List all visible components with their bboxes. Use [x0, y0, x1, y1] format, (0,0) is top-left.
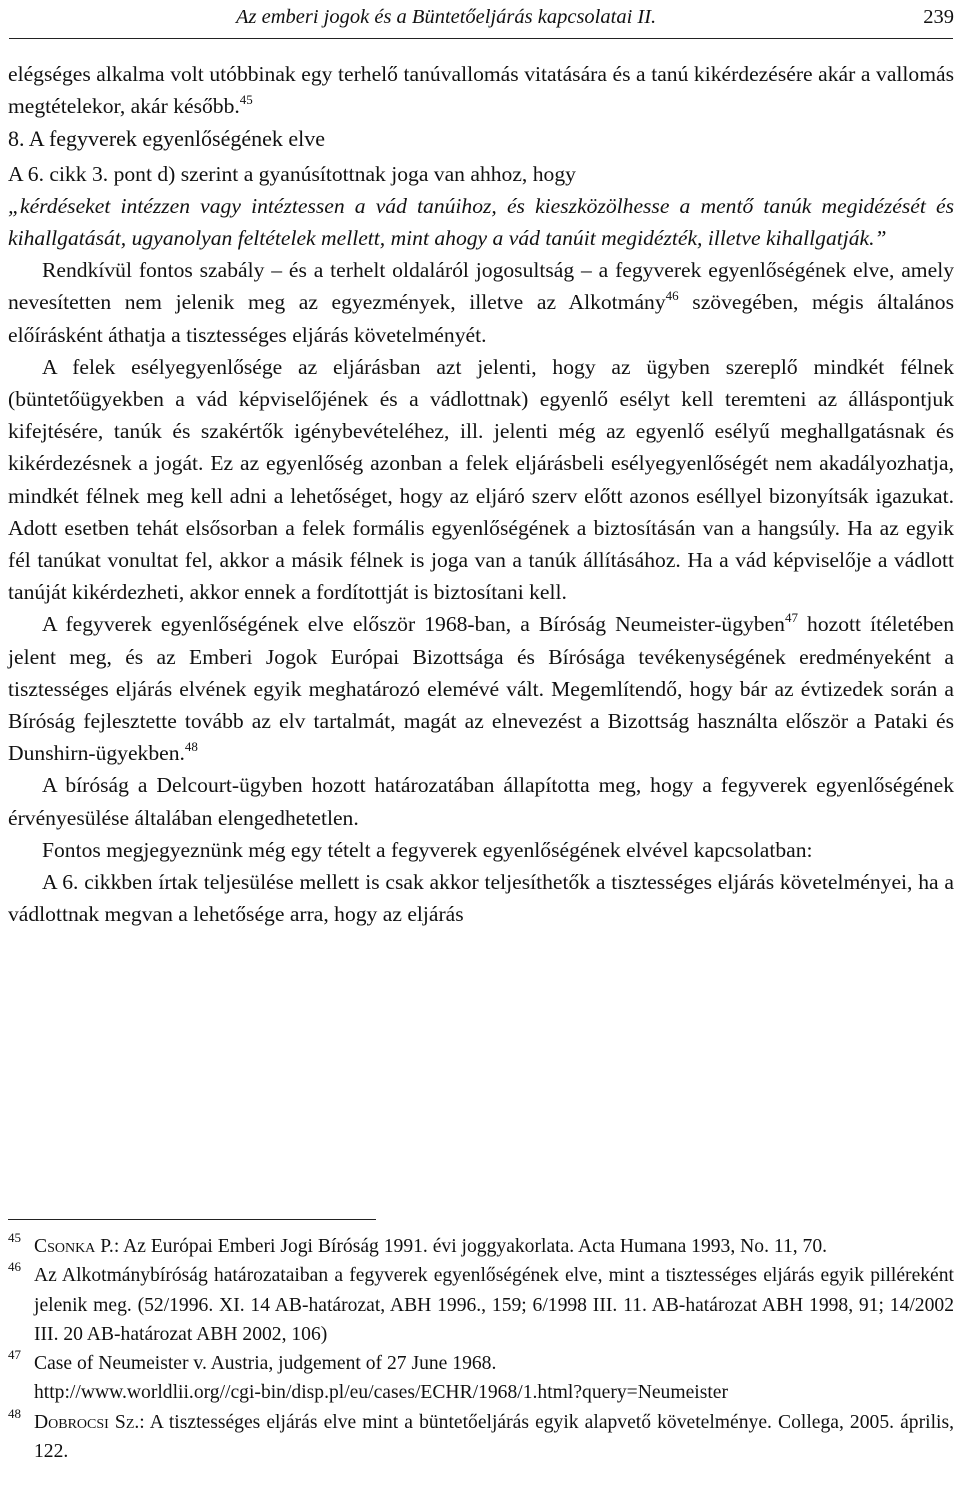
footnote-number: 48: [8, 1405, 21, 1421]
footnote-ref-45[interactable]: 45: [239, 92, 253, 108]
footnote-45: 45 Csonka P.: Az Európai Emberi Jogi Bíróság 1991. évi joggyakorlata. Acta Humana 1993, No. 11, 70.: [8, 1230, 828, 1257]
header-divider: [9, 38, 953, 39]
quotation: „kérdéseket intézzen vagy intéztessen a vád tanúihoz, és kieszközölhesse a mentő tanúk megidézését és kihallgatását, ugyanolyan feltételek mellett, mint ahogy a vád tanúit megidézték, illetve kihallgatják.”: [8, 193, 954, 251]
footnotes: [8, 1232, 954, 1466]
footnote-link[interactable]: http://www.worldlii.org//cgi-bin/disp.pl/eu/cases/ECHR/1968/1.html?query=Neumeister: [34, 1382, 729, 1404]
paragraph: A 6. cikkben írtak teljesülése mellett is csak akkor teljesíthetők a tisztességes eljárás követelményei, ha a vádlottnak megvan a lehetősége arra, hogy az eljárás: [8, 870, 954, 927]
page-number: 239: [923, 6, 954, 28]
footnote-ref-47[interactable]: 47: [784, 610, 798, 626]
running-header: [236, 2, 954, 32]
footnote-number: 45: [8, 1230, 21, 1245]
footnote-number: 47: [8, 1347, 21, 1363]
footnote-number: 46: [8, 1259, 21, 1275]
main-text: [8, 58, 954, 930]
footnote-46: 46 Az Alkotmánybíróság határozataiban a fegyverek egyenlőségének elve, mint a tisztességes eljárás egyik pilléreként jelenik meg. (52/1996. XI. 14 AB-határozat, ABH 1996., 159; 6/1998 III. 11. AB-határozat ABH 1998, 91; 14/2002 III. 20 AB-határozat ABH 2002, 106): [8, 1259, 954, 1345]
footnote-author: Dobrocsi Sz.: [34, 1411, 140, 1433]
running-title: Az emberi jogok és a Büntetőeljárás kapcsolatai II.: [236, 6, 657, 28]
paragraph: Rendkívül fontos szabály – és a terhelt oldaláról jogosultság – a fegyverek egyenlőségének elve, amely nevesítetten nem jelenik meg az egyezmények, illetve az Alkotmány$^{46}$ szövegében, mégis általános előírásként áthatja a tisztességes eljárás követelményét.: [8, 258, 954, 347]
paragraph-continued: elégséges alkalma volt utóbbinak egy terhelő tanúvallomás vitatására és a tanú kikérdezésére akár a vallomás megtételekor, akár később.$^{45}$: [8, 62, 954, 119]
footnote-author: Csonka P.: [34, 1236, 114, 1257]
footnote-ref-46[interactable]: 46: [665, 288, 679, 304]
paragraph: A felek esélyegyenlősége az eljárásban azt jelenti, hogy az ügyben szereplő mindkét félnek (büntetőügyekben a vád képviselőjének és a vádlottnak) egyenlő esélyt kell teremteni az álláspontjuk kifejtésére, tanúk és szakértők igénybevételéhez, ill. jelenti még az egyenlő esélyű meghallgatásnak és kikérdezésnek a jogát. Ez az egyenlőség azonban a felek eljárásbeli esélyegyenlőségét nem akadályozhatja, mindkét félnek meg kell adni a lehetőséget, hogy az eljáró szerv előtt azonos eséllyel bizonyítsák igazukat. Adott esetben tehát elsősorban a felek formális egyenlőségének a biztosításán van a hangsúly. Ha az egyik fél tanúkat vonultat fel, akkor a másik félnek is joga van a tanúk állításához. Ha a vád képviselője a vádlott tanúját kikérdezheti, akkor ennek a fordítottját is biztosítani kell.: [8, 354, 954, 605]
paragraph: Fontos megjegyeznünk még egy tételt a fegyverek egyenlőségének elvével kapcsolatban:: [42, 837, 813, 862]
section-heading: 8. A fegyverek egyenlőségének elve: [8, 126, 326, 152]
paragraph: A fegyverek egyenlőségének elve először 1968-ban, a Bíróság Neumeister-ügyben$^{47}$ hozott ítéletében jelent meg, és az Emberi Jogok Európai Bizottsága és Bírósága tevékenységének eredményeként a tisztességes eljárás elvének egyik meghatározó elemévé vált. Megemlítendő, hogy bár az évtizedek során a Bíróság fejlesztette tovább az elv tartalmát, magát az elnevezést a Bizottság használta először a Pataki és Dunshirn-ügyekben.$^{48}$: [8, 610, 954, 766]
footnote-ref-48[interactable]: 48: [184, 739, 198, 755]
footnote-47: 47 Case of Neumeister v. Austria, judgement of 27 June 1968. http://www.worldlii.org//cgi-bin/disp.pl/eu/cases/ECHR/1968/1.html?query=Neumeister: [8, 1347, 729, 1404]
footnote-divider: [8, 1219, 376, 1220]
paragraph: A bíróság a Delcourt-ügyben hozott határozatában állapította meg, hogy a fegyverek egyenlőségének érvényesülése általában elengedhetetlen.: [8, 773, 954, 830]
footnote-48: 48 Dobrocsi Sz.: A tisztességes eljárás elve mint a büntetőeljárás egyik alapvető követelménye. Collega, 2005. április, 122.: [8, 1405, 954, 1463]
paragraph-article-6: A 6. cikk 3. pont d) szerint a gyanúsítottnak joga van ahhoz, hogy: [8, 161, 576, 186]
